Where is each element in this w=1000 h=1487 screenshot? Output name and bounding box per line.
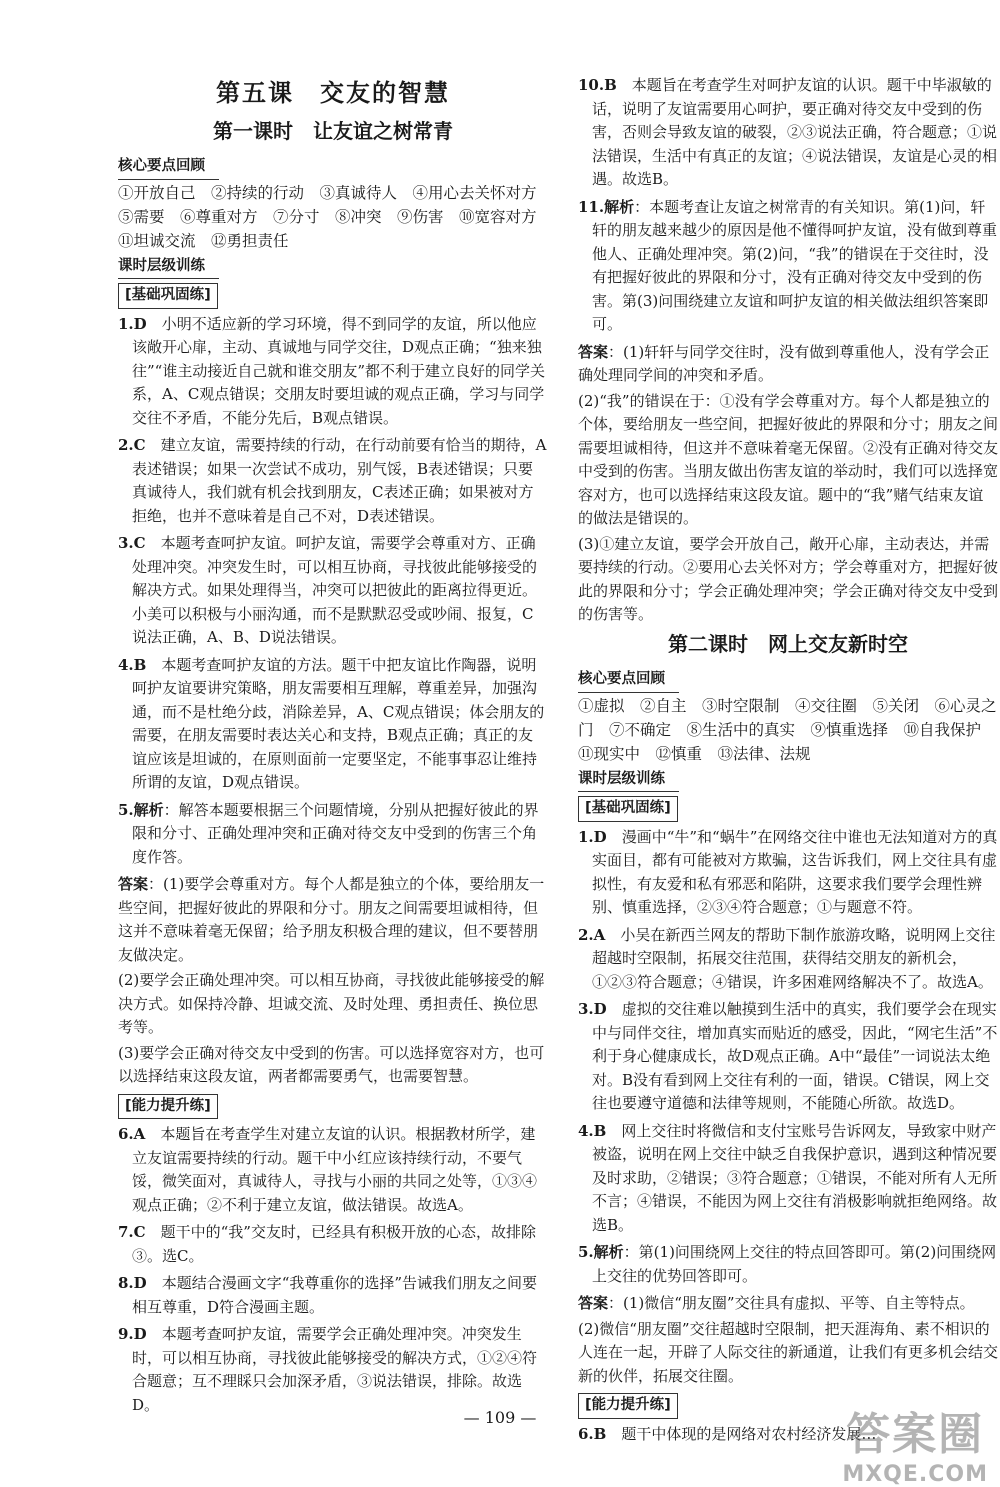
training-label: 课时层级训练 — [118, 255, 219, 280]
left-column — [118, 72, 553, 1421]
answer-item-10: 10.B 本题旨在考查学生对呵护友谊的认识。题干中毕淑敏的话，说明了友谊需要用心呵护，要正确对待交友中受到的伤害，否则会导致友谊的破裂，②③说法正确，符合题意；①说法错误，生活中有真正的友谊；④说法错误，友谊是心灵的相遇。故选B。 — [578, 76, 998, 188]
section-title-1: 第一课时 让友谊之树常青 — [213, 118, 453, 143]
watermark-logo — [842, 1398, 988, 1487]
ability-practice-label: [能力提升练] — [578, 1393, 678, 1419]
answer-item: 6.A 本题旨在考查学生对建立友谊的认识。根据教材所学，建立友谊需要持续的行动。题干中小红应该持续行动，不要气馁，微笑面对，真诚待人，寻找与小丽的共同之处等，①③④观点正确；②不利于建立友谊，做法错误。故选A。 — [118, 1125, 538, 1214]
answer-item-11: 11.解析：本题考查让友谊之树常青的有关知识。第(1)问，轩轩的朋友越来越少的原因是他不懂得呵护友谊，没有做到尊重他人、正确处理冲突。第(2)问，“我”的错误在于交往时，没有把握好彼此的界限和分寸，没有正确对待交友中受到的伤害。第(3)问围绕建立友谊和呵护友谊的相关做法组织答案即可。 — [578, 197, 998, 333]
answer-item: 9.D 本题考查呵护友谊，需要学会正确处理冲突。冲突发生时，可以相互协商，寻找彼此能够接受的解决方式，①②④符合题意；互不理睬只会加深矛盾，③说法错误，排除。故选D。 — [118, 1325, 538, 1414]
answer-item: 1.D 漫画中“牛”和“蜗牛”在网络交往中谁也无法知道对方的真实面目，都有可能被对方欺骗，这告诉我们，网上交往具有虚拟性，有友爱和私有邪恶和陷阱，这要求我们要学会理性辨别、慎重选择，②③④符合题意；①与题意不符。 — [578, 827, 998, 916]
right-column — [578, 72, 998, 1450]
answer-text: 答案：(1)要学会尊重对方。每个人都是独立的个体，要给朋友一些空间，把握好彼此的界限和分寸。朋友之间需要坦诚相待，但这并不意味着毫无保留；给予朋友积极合理的建议，但不要替朋友做决定。 — [118, 875, 545, 964]
core-points-label: 核心要点回顾 — [118, 155, 219, 180]
answer-item: 4.B 网上交往时将微信和支付宝账号告诉网友，导致家中财产被盗，说明在网上交往中缺乏自我保护意识，遇到这种情况要及时求助，②错误；③符合题意；①错误，不能对所有人无所不言；④错误，不能因为网上交往有消极影响就拒绝网络。故选B。 — [578, 1121, 998, 1234]
ability-practice-label: [能力提升练] — [118, 1094, 218, 1120]
answer-item: 2.C 建立友谊，需要持续的行动，在行动前要有恰当的期待，A表述错误；如果一次尝试不成功，别气馁，B表述错误；只要真诚待人，我们就有机会找到朋友，C表述正确；如果被对方拒绝，也并不意味着是自己不对，D表述错误。 — [118, 436, 547, 525]
watermark-small: MXQE.COM — [842, 1462, 988, 1487]
answer-item: 2.A 小吴在新西兰网友的帮助下制作旅游攻略，说明网上交往超越时空限制，拓展交往范围，获得结交朋友的新机会，①②③符合题意；④错误，许多困难网络解决不了。故选A。 — [578, 925, 996, 991]
answer-text: (3)要学会正确对待交友中受到的伤害。可以选择宽容对方，也可以选择结束这段友谊，两者都需要勇气，也需要智慧。 — [118, 1043, 545, 1085]
answer-text: (3)①建立友谊，要学会开放自己，敞开心扉，主动表达，并需要持续的行动。②要用心去关怀对方；学会尊重对方，把握好彼此的界限和分寸；学会正确处理冲突；学会正确对待交友中受到的伤害等。 — [578, 534, 999, 623]
answer-item-5b: 5.解析：第(1)问围绕网上交往的特点回答即可。第(2)问围绕网上交往的优势回答即可。 — [578, 1243, 997, 1285]
page-number: — 109 — — [463, 1408, 537, 1427]
answer-text: (2)“我”的错误在于：①没有学会尊重对方。每个人都是独立的个体，要给朋友一些空间，把握好彼此的界限和分寸；朋友之间需要坦诚相待，但这并不意味着毫无保留。②没有正确对待交友中受到的伤害。当朋友做出伤害友谊的举动时，我们可以选择宽容对方，也可以选择结束这段友谊。题中的“我”赌气结束友谊的做法是错误的。 — [578, 391, 999, 527]
core-points-label: 核心要点回顾 — [578, 668, 679, 693]
answer-item: 1.D 小明不适应新的学习环境，得不到同学的友谊，所以他应该敞开心扉，主动、真诚地与同学交往，D观点正确；“独来独往”“谁主动接近自己就和谁交朋友”都不利于建立良好的同学关系，A、C观点错误；交朋友时要坦诚的观点正确，学习与同学交往不矛盾，不能分先后，B观点错误。 — [118, 314, 546, 427]
answer-item-5: 5.解析：解答本题要根据三个问题情境，分别从把握好彼此的界限和分寸、正确处理冲突和正确对待交友中受到的伤害三个角度作答。 — [118, 800, 539, 866]
answer-item: 3.C 本题考查呵护友谊。呵护友谊，需要学会尊重对方、正确处理冲突。冲突发生时，可以相互协商，寻找彼此能够接受的解决方式。如果处理得当，冲突可以把彼此的距离拉得更近。小美可以积极与小丽沟通，而不是默默忍受或吵闹、报复，C说法正确，A、B、D说法错误。 — [118, 534, 538, 646]
basic-practice-label: [基础巩固练] — [118, 283, 218, 309]
section-title-2: 第二课时 网上交友新时空 — [668, 631, 908, 656]
answer-text: (2)要学会正确处理冲突。可以相互协商，寻找彼此能够接受的解决方式。如保持冷静、坦诚交流、及时处理、勇担责任、换位思考等。 — [118, 971, 545, 1036]
answer-text: (2)微信“朋友圈”交往超越时空限制，把天涯海角、素不相识的人连在一起，开辟了人际交往的新通道，让我们有更多机会结交新的伙伴，拓展交往圈。 — [578, 1319, 999, 1385]
basic-practice-label: [基础巩固练] — [578, 796, 678, 822]
answer-item: 8.D 本题结合漫画文字“我尊重你的选择”告诫我们朋友之间要相互尊重，D符合漫画主题。 — [118, 1274, 538, 1316]
answer-item-6b: 6.B 题干中体现的是网络对农村经济发展… — [578, 1424, 877, 1443]
answer-item: 3.D 虚拟的交往难以触摸到生活中的真实，我们要学会在现实中与同伴交往，增加真实而贴近的感受，因此，“网宅生活”不利于身心健康成长，故D观点正确。A中“最佳”一词说法太绝对。B没有看到网上交往有利的一面，错误。C错误，网上交往也要遵守道德和法律等规则，不能随心所欲。故选D。 — [578, 1000, 998, 1112]
answer-text: 答案：(1)微信“朋友圈”交往具有虚拟、平等、自主等特点。 — [578, 1294, 975, 1312]
lesson-title: 第五课 交友的智慧 — [216, 79, 450, 107]
core-points: ①开放自己 ②持续的行动 ③真诚待人 ④用心去关怀对方 ⑤需要 ⑥尊重对方 ⑦分寸 ⑧冲突 ⑨伤害 ⑩宽容对方 ⑪坦诚交流 ⑫勇担责任 — [118, 183, 553, 250]
answer-text: 答案：(1)轩轩与同学交往时，没有做到尊重他人，没有学会正确处理同学间的冲突和矛盾。 — [578, 342, 990, 384]
watermark-big: 答案圈 — [846, 1409, 985, 1460]
core-points: ①虚拟 ②自主 ③时空限制 ④交往圈 ⑤关闭 ⑥心灵之门 ⑦不确定 ⑧生活中的真实 ⑨慎重选择 ⑩自我保护 ⑪现实中 ⑫慎重 ⑬法律、法规 — [578, 696, 997, 763]
training-label: 课时层级训练 — [578, 768, 679, 793]
answer-item: 4.B 本题考查呵护友谊的方法。题干中把友谊比作陶器，说明呵护友谊要讲究策略，朋友需要相互理解，尊重差异，加强沟通，而不是杜绝分歧，消除差异，A、C观点错误；体会朋友的需要，在朋友需要时表达关心和支持，B观点正确；真正的友谊应该是坦诚的，在原则面前一定要坚定，不能事事忍让维持所谓的友谊，D观点错误。 — [118, 655, 545, 791]
answer-item: 7.C 题干中的“我”交友时，已经具有积极开放的心态，故排除③。选C。 — [118, 1223, 536, 1265]
